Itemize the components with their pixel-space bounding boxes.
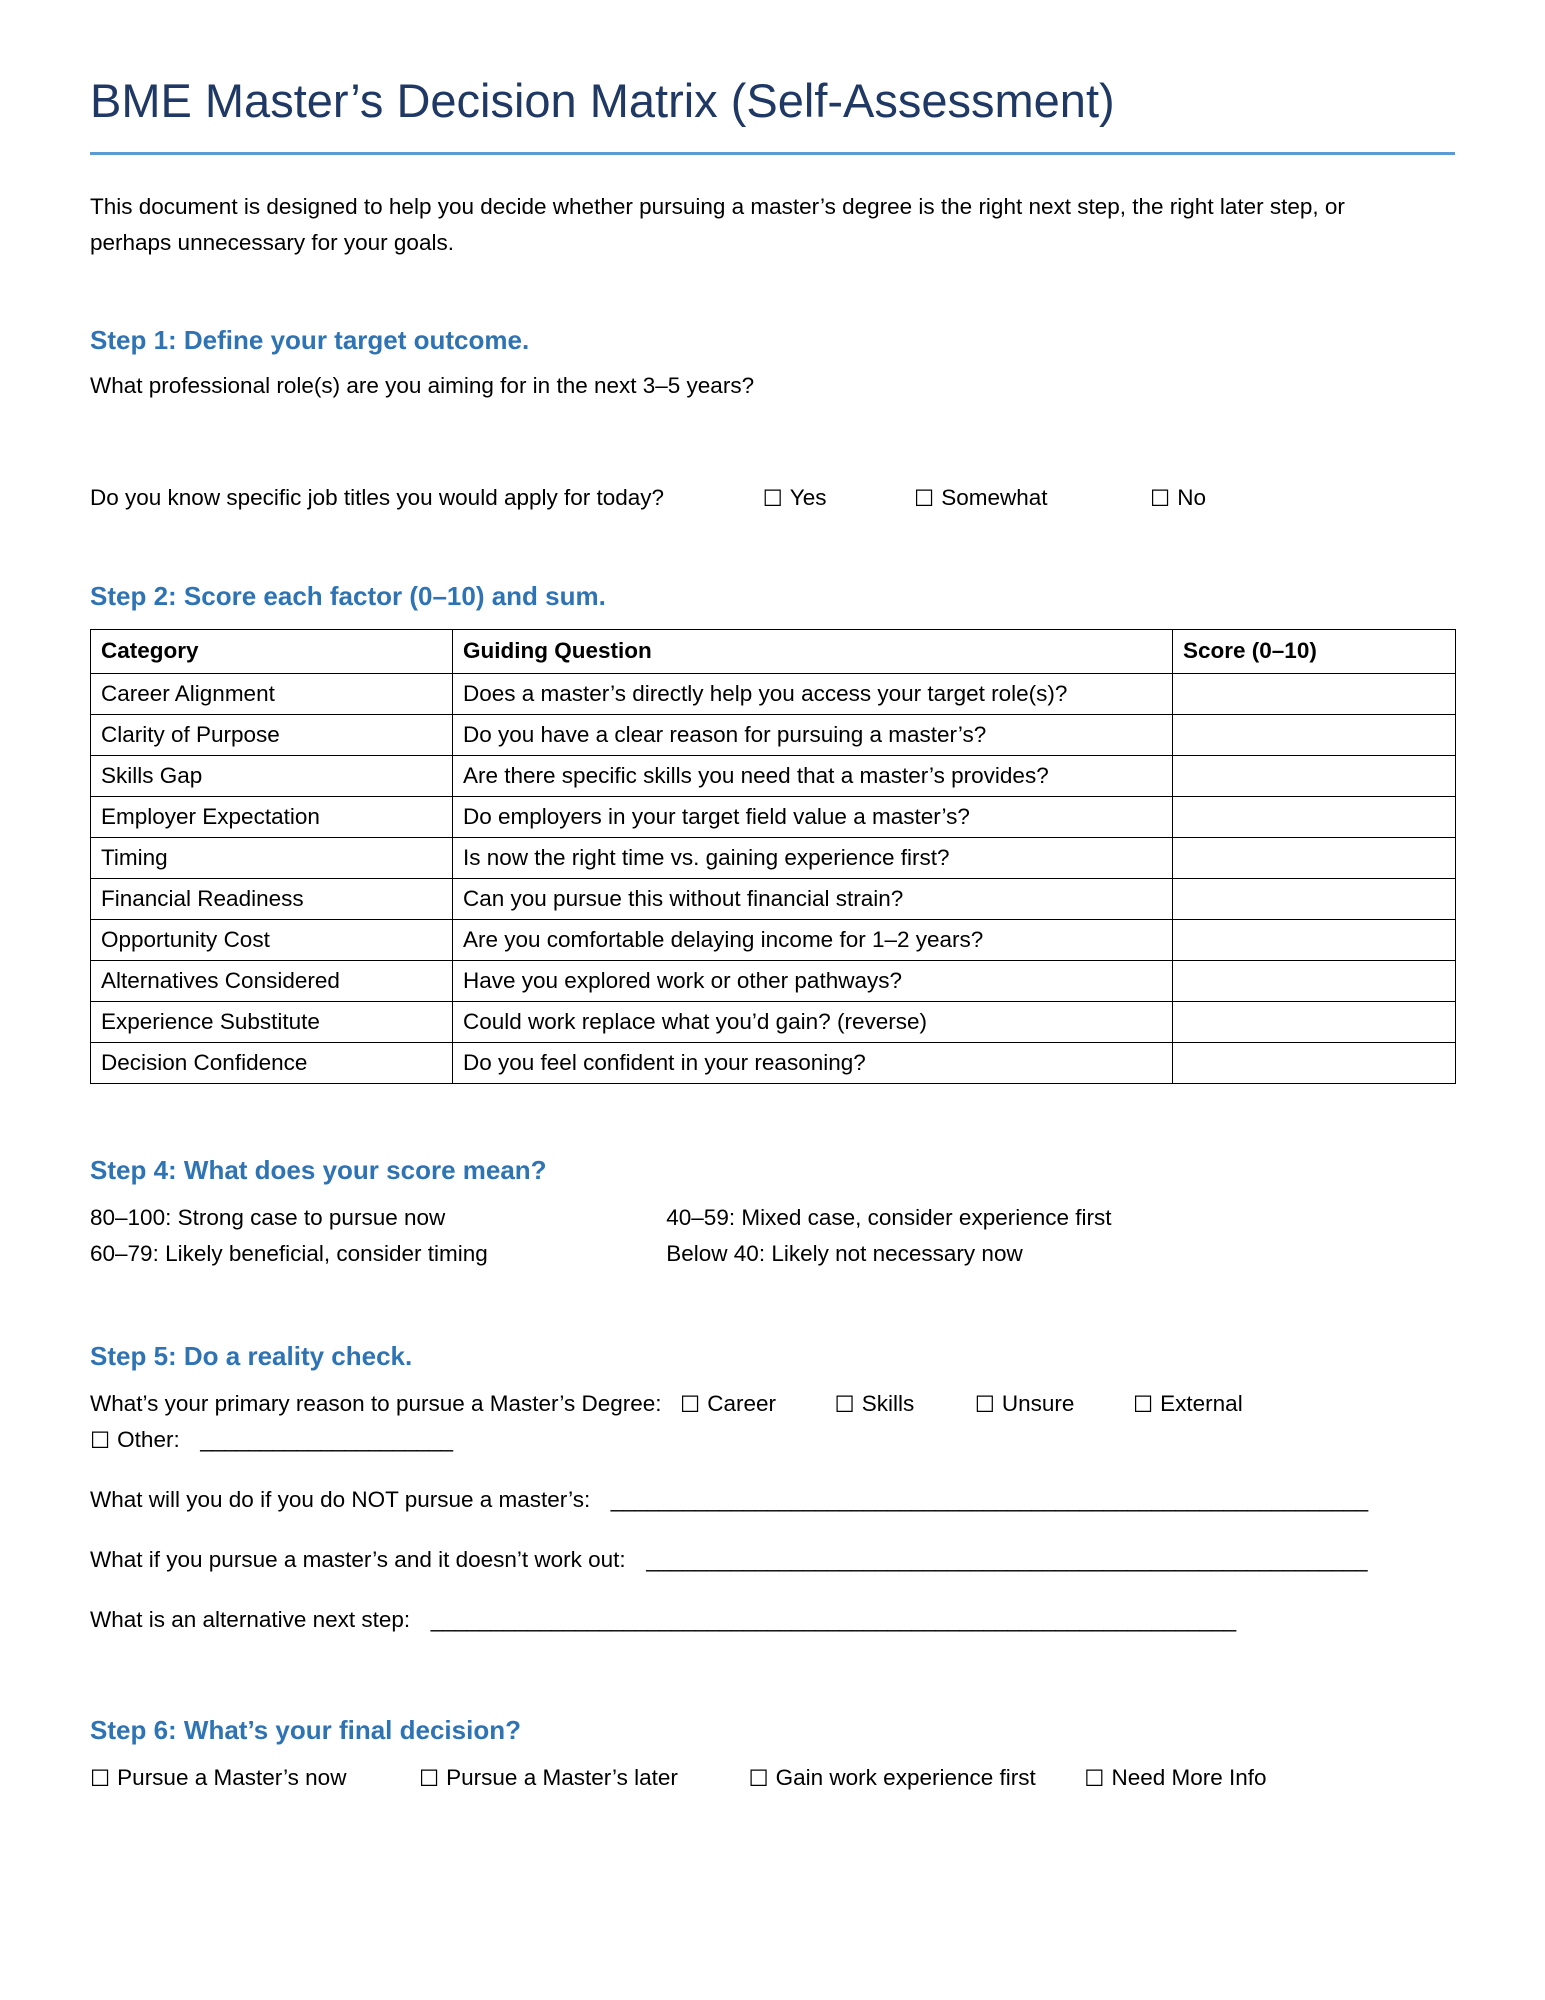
checkbox-reason-external-label: External	[1160, 1390, 1243, 1416]
cell-category: Clarity of Purpose	[91, 715, 453, 756]
checkbox-icon: ☐	[762, 485, 783, 512]
checkbox-somewhat-label: Somewhat	[941, 484, 1048, 510]
cell-score[interactable]	[1173, 920, 1456, 961]
step-5-other-row	[90, 1422, 1455, 1458]
cell-question: Do employers in your target field value a master’s?	[453, 797, 1173, 838]
cell-question: Could work replace what you’d gain? (reverse)	[453, 1002, 1173, 1043]
cell-score[interactable]	[1173, 715, 1456, 756]
step-5-reason-row	[90, 1386, 1455, 1422]
checkbox-reason-skills-label: Skills	[861, 1390, 915, 1416]
checkbox-decision-need-info-label: Need More Info	[1111, 1765, 1267, 1791]
checkbox-decision-need-info[interactable]	[1084, 1760, 1266, 1796]
cell-score[interactable]	[1173, 838, 1456, 879]
table-row	[91, 961, 1456, 1002]
checkbox-yes-label: Yes	[789, 484, 827, 510]
checkbox-decision-pursue-now-label: Pursue a Master’s now	[117, 1765, 347, 1791]
table-row	[91, 1002, 1456, 1043]
scoring-table	[90, 629, 1456, 1084]
checkbox-icon: ☐	[914, 485, 935, 512]
step-5-question-1-line[interactable]: _______________________________________________________________	[610, 1486, 1368, 1512]
step-5-question-2	[90, 1542, 1455, 1578]
table-row	[91, 920, 1456, 961]
table-row	[91, 1043, 1456, 1084]
cell-category: Timing	[91, 838, 453, 879]
checkbox-somewhat[interactable]	[914, 480, 1047, 516]
table-row	[91, 715, 1456, 756]
checkbox-icon: ☐	[748, 1766, 769, 1793]
cell-question: Do you feel confident in your reasoning?	[453, 1043, 1173, 1084]
table-header-row	[91, 630, 1456, 674]
step-1-job-titles-question: Do you know specific job titles you would apply for today?	[90, 484, 665, 510]
checkbox-reason-other-label: Other:	[117, 1426, 180, 1452]
cell-score[interactable]	[1173, 797, 1456, 838]
table-row	[91, 797, 1456, 838]
score-band-row-1	[90, 1200, 1455, 1236]
checkbox-reason-unsure-label: Unsure	[1001, 1390, 1075, 1416]
score-band-row-2	[90, 1236, 1455, 1272]
cell-score[interactable]	[1173, 1043, 1456, 1084]
checkbox-decision-pursue-now[interactable]	[90, 1760, 346, 1796]
step-5-heading: Step 5: Do a reality check.	[90, 1341, 413, 1372]
checkbox-icon: ☐	[90, 1427, 111, 1454]
cell-question: Are there specific skills you need that a master’s provides?	[453, 756, 1173, 797]
cell-question: Can you pursue this without financial strain?	[453, 879, 1173, 920]
cell-question: Are you comfortable delaying income for 1–2 years?	[453, 920, 1173, 961]
cell-category: Experience Substitute	[91, 1002, 453, 1043]
cell-category: Financial Readiness	[91, 879, 453, 920]
step-5-question-3	[90, 1602, 1455, 1638]
checkbox-icon: ☐	[90, 1766, 111, 1793]
score-band-80-100: 80–100: Strong case to pursue now	[90, 1204, 446, 1230]
cell-question: Is now the right time vs. gaining experience first?	[453, 838, 1173, 879]
score-band-below-40: Below 40: Likely not necessary now	[666, 1241, 1023, 1266]
step-6-heading: Step 6: What’s your final decision?	[90, 1714, 521, 1745]
column-header-category: Category	[91, 630, 453, 674]
cell-score[interactable]	[1173, 879, 1456, 920]
table-row	[91, 674, 1456, 715]
checkbox-icon: ☐	[834, 1391, 855, 1418]
step-2-heading: Step 2: Score each factor (0–10) and sum.	[90, 580, 606, 611]
step-5-reason-prompt: What’s your primary reason to pursue a Master’s Degree:	[90, 1390, 662, 1416]
cell-question: Do you have a clear reason for pursuing a master’s?	[453, 715, 1173, 756]
checkbox-reason-unsure[interactable]	[975, 1386, 1075, 1422]
checkbox-reason-career-label: Career	[707, 1390, 776, 1416]
checkbox-decision-pursue-later[interactable]	[419, 1760, 678, 1796]
intro-paragraph: This document is designed to help you decide whether pursuing a master’s degree is the right next step, the right later step, or perhaps unnecessary for your goals.	[90, 193, 1345, 256]
checkbox-yes[interactable]	[763, 480, 827, 516]
step-5-question-2-line[interactable]: ____________________________________________________________	[646, 1546, 1368, 1572]
table-row	[91, 879, 1456, 920]
table-row	[91, 756, 1456, 797]
scoring-table-body	[91, 674, 1456, 1084]
checkbox-icon: ☐	[1132, 1391, 1154, 1418]
cell-category: Opportunity Cost	[91, 920, 453, 961]
cell-question: Have you explored work or other pathways?	[453, 961, 1173, 1002]
checkbox-decision-pursue-later-label: Pursue a Master’s later	[446, 1765, 678, 1791]
step-6-decision-row	[90, 1760, 1455, 1796]
column-header-score: Score (0–10)	[1173, 630, 1456, 674]
checkbox-reason-external[interactable]	[1133, 1386, 1243, 1422]
table-row	[91, 838, 1456, 879]
cell-category: Career Alignment	[91, 674, 453, 715]
checkbox-reason-other[interactable]	[90, 1422, 180, 1458]
page-title: BME Master’s Decision Matrix (Self-Assessment)	[90, 74, 1115, 127]
column-header-guiding-question: Guiding Question	[453, 630, 1173, 674]
score-band-40-59: 40–59: Mixed case, consider experience first	[666, 1204, 1112, 1230]
checkbox-icon: ☐	[974, 1391, 995, 1418]
score-band-60-79: 60–79: Likely beneficial, consider timing	[90, 1241, 488, 1266]
checkbox-reason-skills[interactable]	[835, 1386, 915, 1422]
step-5-question-3-prompt: What is an alternative next step:	[90, 1606, 411, 1632]
cell-category: Employer Expectation	[91, 797, 453, 838]
cell-score[interactable]	[1173, 756, 1456, 797]
checkbox-no-label: No	[1177, 484, 1206, 510]
checkbox-icon: ☐	[1084, 1766, 1105, 1793]
step-1-heading: Step 1: Define your target outcome.	[90, 325, 530, 356]
step-4-heading: Step 4: What does your score mean?	[90, 1155, 547, 1186]
cell-score[interactable]	[1173, 961, 1456, 1002]
cell-category: Skills Gap	[91, 756, 453, 797]
step-5-question-1-prompt: What will you do if you do NOT pursue a master’s:	[90, 1486, 591, 1512]
checkbox-icon: ☐	[1150, 485, 1171, 512]
cell-question: Does a master’s directly help you access your target role(s)?	[453, 674, 1173, 715]
checkbox-icon: ☐	[680, 1391, 701, 1418]
cell-score[interactable]	[1173, 674, 1456, 715]
document-content	[90, 0, 1455, 1796]
other-fill-line[interactable]: _____________________	[200, 1426, 453, 1452]
checkbox-no[interactable]	[1150, 480, 1206, 516]
cell-category: Decision Confidence	[91, 1043, 453, 1084]
step-5-question-2-prompt: What if you pursue a master’s and it doesn’t work out:	[90, 1546, 626, 1572]
step-5-question-3-line[interactable]: ___________________________________________________________________	[430, 1606, 1236, 1632]
cell-category: Alternatives Considered	[91, 961, 453, 1002]
step-1-job-titles-row	[90, 480, 1455, 516]
checkbox-reason-career[interactable]	[680, 1386, 776, 1422]
step-1-role-question: What professional role(s) are you aiming for in the next 3–5 years?	[90, 372, 755, 398]
cell-score[interactable]	[1173, 1002, 1456, 1043]
checkbox-decision-work-first-label: Gain work experience first	[775, 1765, 1036, 1791]
checkbox-icon: ☐	[418, 1766, 440, 1793]
step-5-question-1	[90, 1482, 1455, 1518]
checkbox-decision-work-first[interactable]	[748, 1760, 1035, 1796]
title-divider	[90, 152, 1455, 155]
